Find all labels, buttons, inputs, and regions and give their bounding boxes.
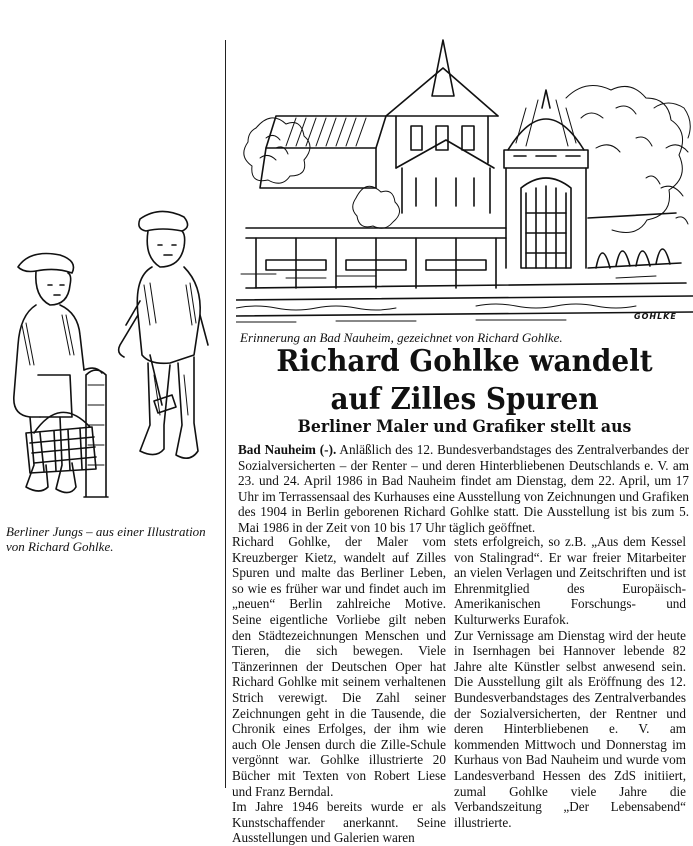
subheadline: Berliner Maler und Grafiker stellt aus	[297, 417, 632, 436]
lead-text: Anläßlich des 12. Bundesverbandstages des Zentralverbandes der Sozialversicherten – der Renter – und deren Hinterbliebenen Deutschlands e. V. am 23. und 24. April 1986 in Bad Nauheim findet am Dienstag, dem 22. April, um 17 Uhr im Terrassensaal des Kurhauses eine Ausstellung von Zeichnungen und Grafiken des 1904 in Berlin geborenen Richard Gohlke statt. Die Ausstellung ist bis zum 5. Mai 1986 in der Zeit von 10 bis 17 Uhr täglich geöffnet.	[238, 442, 690, 535]
body-column-1	[232, 534, 446, 846]
kurhaus-caption: Erinnerung an Bad Nauheim, gezeichnet von Richard Gohlke.	[240, 330, 563, 345]
boys-caption: Berliner Jungs – aus einer Illustration von Richard Gohlke.	[6, 524, 206, 554]
body-column-2	[454, 534, 686, 830]
column-2-text: stets erfolgreich, so z.B. „Aus dem Kessel von Stalingrad“. Er war freier Mitarbeiter an vielen Verlagen und Zeitschriften und ist Ehrenmitglied des Europäisch-Amerikanischen Forschungs- und Kulturwerks Eurafok. Zur Vernissage am Dienstag wird der heute in Isernhagen bei Hannover lebende 82 Jahre alte Künstler selbst anwesend sein. Die Ausstellung gilt als Eröffnung des 12. Bundesverbandstages des Zentralverbandes der Sozialversicherten, der Rentner und deren Hinterbliebenen e. V. am kommenden Mittwoch und Donnerstag im Kurhaus von Bad Nauheim und wurde vom Landesverband Hessen des ZdS initiiert, zumal Gohlke viele Jahre die Verbandszeitung „Der Lebensabend“ illustrierte.	[454, 534, 686, 830]
berliner-jungs-illustration	[0, 205, 222, 515]
column-rule	[225, 40, 226, 788]
column-1-text: Richard Gohlke, der Maler vom Kreuzberger Kietz, wandelt auf Zilles Spuren und malte das Berliner Leben, so wie es früher war und findet auch im „neuen“ Berlin zahlreiche Motive. Seine eigentliche Vorliebe gilt neben den Städtezeichnungen Menschen und Tieren, die sich bewegen. Viele Tänzerinnen der Deutschen Oper hat Richard Gohlke mit seinem verhaltenen Strich verewigt. Die Zahl seiner Zeichnungen geht in die Tausende, die Chronik eines Erfolges, der ihm wie auch Ole Jensen durch die Zille-Schule vergönnt war. Gohlke illustrierte 20 Bücher mit Texten von Robert Liese und Franz Berndal. Im Jahre 1946 bereits wurde er als Kunstschaffender anerkannt. Seine Ausstellungen und Galerien waren	[232, 534, 446, 846]
headline-line-1: Richard Gohlke wandelt	[276, 344, 653, 379]
dateline: Bad Nauheim (-).	[238, 442, 337, 457]
artist-signature: GOHLKE	[634, 312, 677, 321]
lead-paragraph	[238, 442, 689, 536]
headline-line-2: auf Zilles Spuren	[330, 382, 599, 417]
kurhaus-illustration	[236, 38, 693, 328]
